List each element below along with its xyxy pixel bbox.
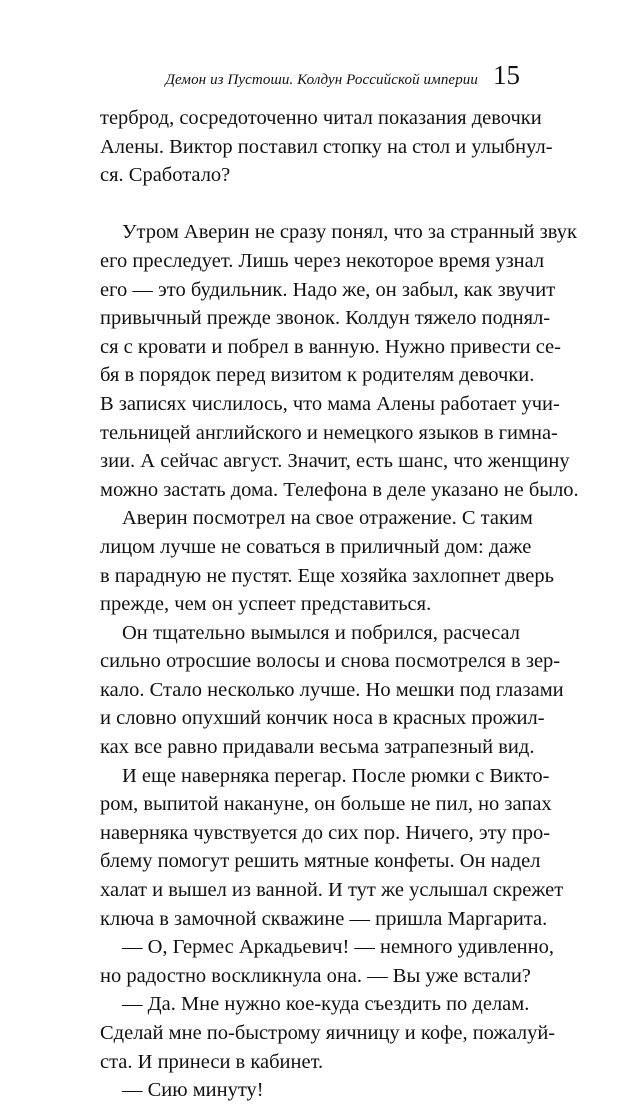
text-line: — Да. Мне нужно кое-куда съездить по делам.	[122, 993, 530, 1016]
text-line: ключа в замочной скважине — пришла Маргарита.	[100, 907, 548, 930]
text-line: И еще наверняка перегар. После рюмки с Викто-	[122, 764, 550, 787]
text-line: В записях числилось, что мама Алены работает учи-	[100, 392, 560, 415]
text-line: зии. А сейчас август. Значит, есть шанс, что женщину	[100, 450, 570, 473]
text-line: Утром Аверин не сразу понял, что за странный звук	[122, 221, 577, 244]
paragraph	[100, 762, 564, 934]
paragraph	[100, 104, 553, 190]
paragraph	[100, 218, 579, 504]
body-text	[100, 104, 579, 1105]
text-line: ром, выпитой накануне, он больше не пил, но запах	[100, 793, 552, 816]
text-line: блему помогут решить мятные конфеты. Он надел	[100, 850, 541, 873]
text-line: его преследует. Лишь через некоторое время узнал	[100, 249, 545, 272]
text-line: лицом лучше не соваться в приличный дом: даже	[100, 535, 532, 558]
paragraph	[100, 504, 554, 618]
running-title: Демон из Пустоши. Колдун Российской империи	[165, 72, 478, 88]
text-line: Он тщательно вымылся и побрился, расчесал	[122, 621, 520, 644]
text-line: привычный прежде звонок. Колдун тяжело поднял-	[100, 307, 551, 330]
text-line: но радостно воскликнула она. — Вы уже встали?	[100, 964, 531, 987]
text-line: прежде, чем он успеет представиться.	[100, 593, 432, 616]
text-line: халат и вышел из ванной. И тут же услышал скрежет	[100, 879, 564, 902]
text-line: — Сию минуту!	[122, 1079, 264, 1102]
text-line: сильно отросшие волосы и снова посмотрелся в зер-	[100, 650, 561, 673]
paragraph-gap	[100, 190, 520, 219]
text-line: Аверин посмотрел на свое отражение. С таким	[122, 507, 533, 530]
paragraph	[100, 619, 564, 762]
text-line: его — это будильник. Надо же, он забыл, как звучит	[100, 278, 556, 301]
paragraph	[100, 933, 554, 990]
text-line: бя в порядок перед визитом к родителям девочки.	[100, 364, 535, 387]
paragraph	[100, 1076, 520, 1105]
text-line: кало. Стало несколько лучше. Но мешки под глазами	[100, 678, 564, 701]
text-line: — О, Гермес Аркадьевич! — немного удивленно,	[122, 936, 554, 959]
text-line: наверняка чувствуется до сих пор. Ничего, эту про-	[100, 821, 551, 844]
text-line: можно застать дома. Телефона в деле указано не было.	[100, 478, 579, 501]
text-line: и словно опухший кончик носа в красных прожил-	[100, 707, 545, 730]
text-line: Сделай мне по-быстрому яичницу и кофе, пожалуй-	[100, 1022, 556, 1044]
text-line: ся с кровати и побрел в ванную. Нужно привести се-	[100, 335, 561, 358]
text-line: ста. И принеси в кабинет.	[100, 1050, 324, 1073]
running-header	[100, 62, 520, 98]
text-line: Алены. Виктор поставил стопку на стол и улыбнул-	[100, 135, 553, 158]
text-line: терброд, сосредоточенно читал показания девочки	[100, 107, 542, 129]
text-line: тельницей английского и немецкого языков в гимна-	[100, 421, 558, 444]
text-line: в парадную не пустят. Еще хозяйка захлопнет дверь	[100, 564, 554, 587]
page-number: 15	[493, 60, 520, 90]
paragraph	[100, 990, 556, 1076]
text-line: ках все равно придавали весьма затрапезный вид.	[100, 736, 535, 759]
text-line: ся. Сработало?	[100, 164, 231, 187]
